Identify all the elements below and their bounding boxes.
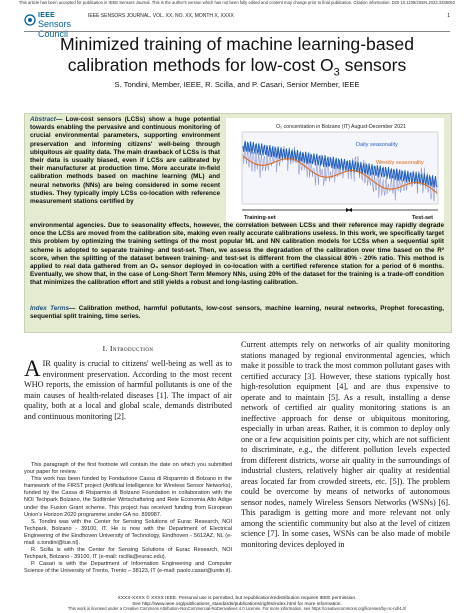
abstract-dash: —	[55, 116, 66, 123]
drop-cap: A	[24, 356, 41, 381]
abstract-text-top: Low-cost sensors (LCSs) show a huge potential towards enabling the pervasive and continuous monitoring of crucial environmental parameters, supporting environment preservation and informing citizens' well-being through ubiquitous air quality data. The main drawback of LCSs is that their data is usually biased, even if LCSs are calibrated by their manufacturer at production time. More accurate in-field calibration methods based on machine learning (ML) and neural networks (NNs) are being considered in some recent studies. They typically imply LCSs co-location with reference measurement stations certified by	[30, 116, 220, 206]
footnote-2: This work has been funded by Fondazione Cassa di Risparmio di Bolzano in the framework of the FIRST project (Artificial Intelligence for Wireless Sensor Networks), funded by the Cassa di Risparmio di Bolzano Foundation in collaboration with the NOI Techpark Bolzano, the Südtiroler Wirtschaftsring and Rete Economia Alto Adige under the Fusion Grant scheme. This project has received funding from European Union's Horizon 2020 programme under GA no. 899987.	[24, 476, 232, 518]
author-list: S. Tondini, Member, IEEE, R. Scilla, and P. Casari, Senior Member, IEEE	[114, 80, 360, 89]
figure-title: O₃ concentration in Bolzano (IT) August-December 2021	[276, 124, 406, 130]
footnote-5: P. Casari is with the Department of Information Engineering and Computer Science of the University of Trento, Trento – 38123, IT (e-mail: paolo.casari@unitn.it).	[24, 561, 232, 575]
footer-copyright: XXXX-XXXX © XXXX IEEE. Personal use is permitted, but republication/redistribution requires IEEE permission.	[117, 596, 357, 601]
footnote-3: S. Tondini was with the Center for Sensing Solutions of Eurac Research, NOI Techpark, Bolzano - 39100, IT. He is now with the Department of Electrical Engineering of the Eindhoven University of Technology, Eindhoven - 5612AZ, NL (e-mail: s.tondini@tue.nl).	[24, 518, 232, 547]
intro-paragraph-right: Current attempts rely on networks of air quality monitoring stations managed by regional environmental agencies, which make it possible to track the most common pollutant gases with certified accuracy [3]. However, these stations typically host high-resolution equipment [4], and are thus expensive to operate and to maintain [5]. As a result, installing a dense network of certified air quality monitoring stations is an ineffective approach for dense or ubiquitous monitoring, especially in urban areas. Rather, it is common to deploy only one or a few acquisition points per city, which are not sufficient to discriminate, e.g., the different pollution levels expected from different districts, worse air quality in the surroundings of industrial clusters, relatively higher air quality at residential areas located far from crowded streets, etc. [5]). The problem could be overcome by means of networks of autonomous sensor nodes, namely Wireless Sensors Networks (WSNs) [6]. This paradigm is getting more and more relevant not only among the scientific community but also at the level of citizen science [7]. In some cases, WSNs can be also made of mobile monitoring devices deployed in	[241, 340, 450, 549]
title-line-2-pre: calibration methods for low-cost O	[67, 55, 334, 75]
section-name: Introduction	[109, 344, 154, 353]
title-line-1: Minimized training of machine learning-based	[59, 34, 414, 54]
title-subscript: 3	[333, 66, 340, 79]
intro-paragraph-left	[24, 356, 232, 422]
abstract-continued: environmental agencies. Due to seasonality effects, however, the correlation between LCSs and their reference may rapidly degrade once the LCSs are moved from the calibration site, making even really accurate calibrations useless. In this work, we specifically target this problem by optimizing the training settings of the most popular ML and NN calibration models for LCSs when a sequential split scheme is adopted to separate training- and test-set. Then, we assess the degradation of the calibration over time based on the R² score, when the splitting of the dataset between training- and test-set is different from the classical 80% - 20% ratio. This method is applied to real data gathered from an O₃ sensor deployed in co-location with a certified reference station for a period of 6 months. Eventually, we show that, in the case of Long-Short Term Memory NNs, using 20% of the dataset for the training is a trade-off condition that minimizes the calibration effort and still yields a robust and long-lasting calibration.	[30, 222, 444, 287]
title-line-2-post: sensors	[339, 55, 407, 75]
daily-seasonality-label: Daily seasonality	[356, 142, 398, 148]
test-set-label: Test-set	[412, 215, 434, 221]
footnote-4: R. Scilla is with the Center for Sensing Solutions of Eurac Research, NOI Techpark, Bolzano - 39100, IT (e-mail: rscilla@eurac.edu).	[24, 547, 232, 561]
abstract-figure	[226, 118, 444, 222]
index-terms-text: — Calibration method, harmful pollutants, low-cost sensors, machine learning, neural networks, Prophet forecasting, sequential split training, time series.	[30, 305, 444, 321]
abstract-top	[30, 116, 220, 206]
journal-name: IEEE SENSORS JOURNAL, VOL. XX, NO. XX, MONTH X, XXXX	[88, 13, 234, 19]
footnote-1: This paragraph of the first footnote will contain the date on which you submitted your paper for review.	[24, 462, 232, 476]
abstract-label: Abstract	[30, 116, 56, 123]
footer-rights-link: See http://www.ieee.org/publications_standards/publications/rights/index.html for more information.	[132, 601, 342, 607]
section-number: I.	[102, 344, 108, 353]
section-heading	[24, 344, 232, 353]
page-number: 1	[447, 13, 450, 19]
journal-header	[24, 10, 450, 39]
intro-left-text: IR quality is crucial to citizens' well-being as well as to environment preservation. According to the most recent WHO reports, the emission of harmful pollutants is one of the main causes of health-related diseases [1]. The impact of air quality, both at a local and global scale, demands distributed and continuous monitoring [2].	[24, 359, 232, 421]
sensors-logo-icon	[24, 13, 36, 27]
logo-sensors-text: Sensors Council	[38, 19, 72, 39]
ozone-timeseries-chart	[226, 118, 444, 222]
header-divider	[24, 31, 450, 32]
left-column	[24, 340, 232, 422]
right-column	[241, 340, 450, 550]
index-terms	[30, 305, 444, 321]
license-notice: This work is licensed under a Creative Commons Attribution-NonCommercial-NoDerivatives 4.0 License. For more information, see https://creativecommons.org/licenses/by-nc-nd/4.0/	[67, 606, 407, 611]
training-set-label: Training-set	[244, 215, 276, 221]
index-terms-label: Index Terms	[30, 305, 70, 312]
ieee-sensors-logo	[24, 10, 84, 39]
publication-notice: This article has been accepted for publication in IEEE Sensors Journal. This is the author's version which has not been fully edited and content may change prior to final publication. Citation information: DOI 10.1109/JSEN.2023.3336052	[18, 0, 456, 5]
weekly-seasonality-label: Weekly seasonality	[376, 160, 424, 166]
paper-title	[24, 34, 450, 84]
logo-ieee-text: IEEE	[38, 12, 56, 19]
footnotes	[24, 462, 232, 576]
